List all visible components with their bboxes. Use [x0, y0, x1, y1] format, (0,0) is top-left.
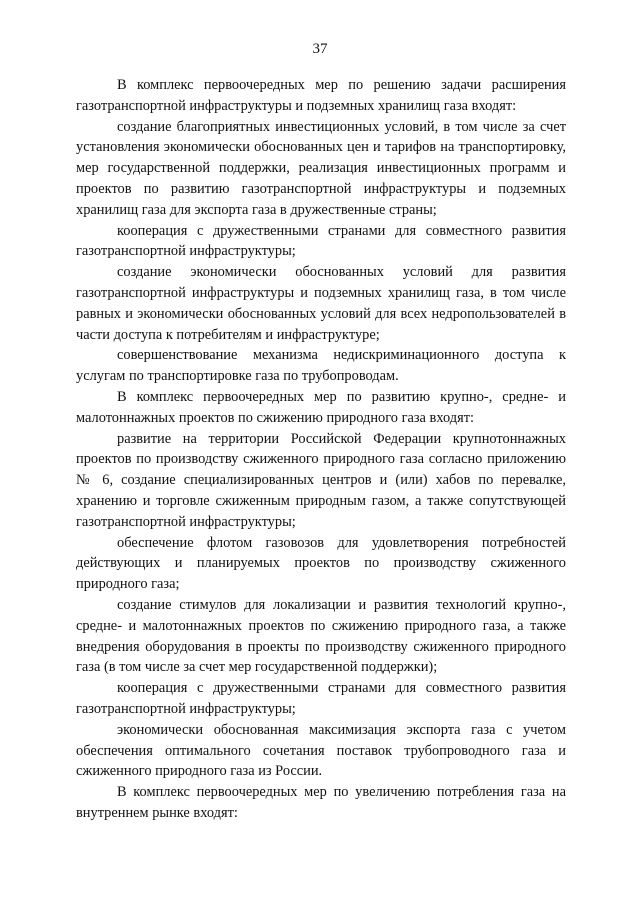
paragraph-cooperation-lng: кооперация с дружественными странами для совместного развития газотранспортной инфраструктуры;	[76, 680, 566, 717]
document-body	[76, 75, 566, 824]
paragraph-gas-carrier-fleet: обеспечение флотом газовозов для удовлетворения потребностей действующих и планируемых проектов по производству сжиженного природного газа;	[76, 534, 566, 593]
page-number: 37	[312, 41, 328, 57]
paragraph-cooperation-transport: кооперация с дружественными странами для совместного развития газотранспортной инфраструктуры;	[76, 222, 566, 260]
paragraph-large-scale-lng: развитие на территории Российской Федерации крупнотоннажных проектов по производству сжиженного природного газа согласно приложению № 6, создание специализированных центров и (или) хабов по перевалке, хранению и торговле сжиженным природным газом, а также сопутствующей газотранспортной инфраструктуры;	[76, 430, 566, 530]
paragraph-gas-transport-intro: В комплекс первоочередных мер по решению задачи расширения газотранспортной инфраструктуры и подземных хранилищ газа входят:	[76, 77, 566, 114]
paragraph-localization-incentives: создание стимулов для локализации и развития технологий крупно-, средне- и малотоннажных проектов по сжижению природного газа, а также внедрения оборудования в проекты по производству сжиженного природного газа (в том числе за счет мер государственной поддержки);	[76, 596, 566, 676]
paragraph-economic-conditions: создание экономически обоснованных условий для развития газотранспортной инфраструктуры и подземных хранилищ газа, в том числе равных и экономически обоснованных условий для всех недропользователей в части доступа к потребителям и инфраструктуре;	[76, 264, 566, 343]
paragraph-export-maximization: экономически обоснованная максимизация экспорта газа с учетом обеспечения оптимального сочетания поставок трубопроводного газа и сжиженного природного газа из России.	[76, 721, 566, 780]
paragraph-lng-intro: В комплекс первоочередных мер по развитию крупно-, средне- и малотоннажных проектов по сжижению природного газа входят:	[76, 388, 566, 426]
paragraph-domestic-consumption-intro: В комплекс первоочередных мер по увеличению потребления газа на внутреннем рынке входят:	[76, 784, 566, 821]
paragraph-nondiscriminatory-access: совершенствование механизма недискриминационного доступа к услугам по транспортировке газа по трубопроводам.	[76, 347, 566, 385]
paragraph-investment-conditions: создание благоприятных инвестиционных условий, в том числе за счет установления экономически обоснованных цен и тарифов на транспортировку, мер государственной поддержки, реализация инвестиционных программ и проектов по развитию газотранспортной инфраструктуры и подземных хранилищ газа для экспорта газа в дружественные страны;	[76, 118, 566, 218]
